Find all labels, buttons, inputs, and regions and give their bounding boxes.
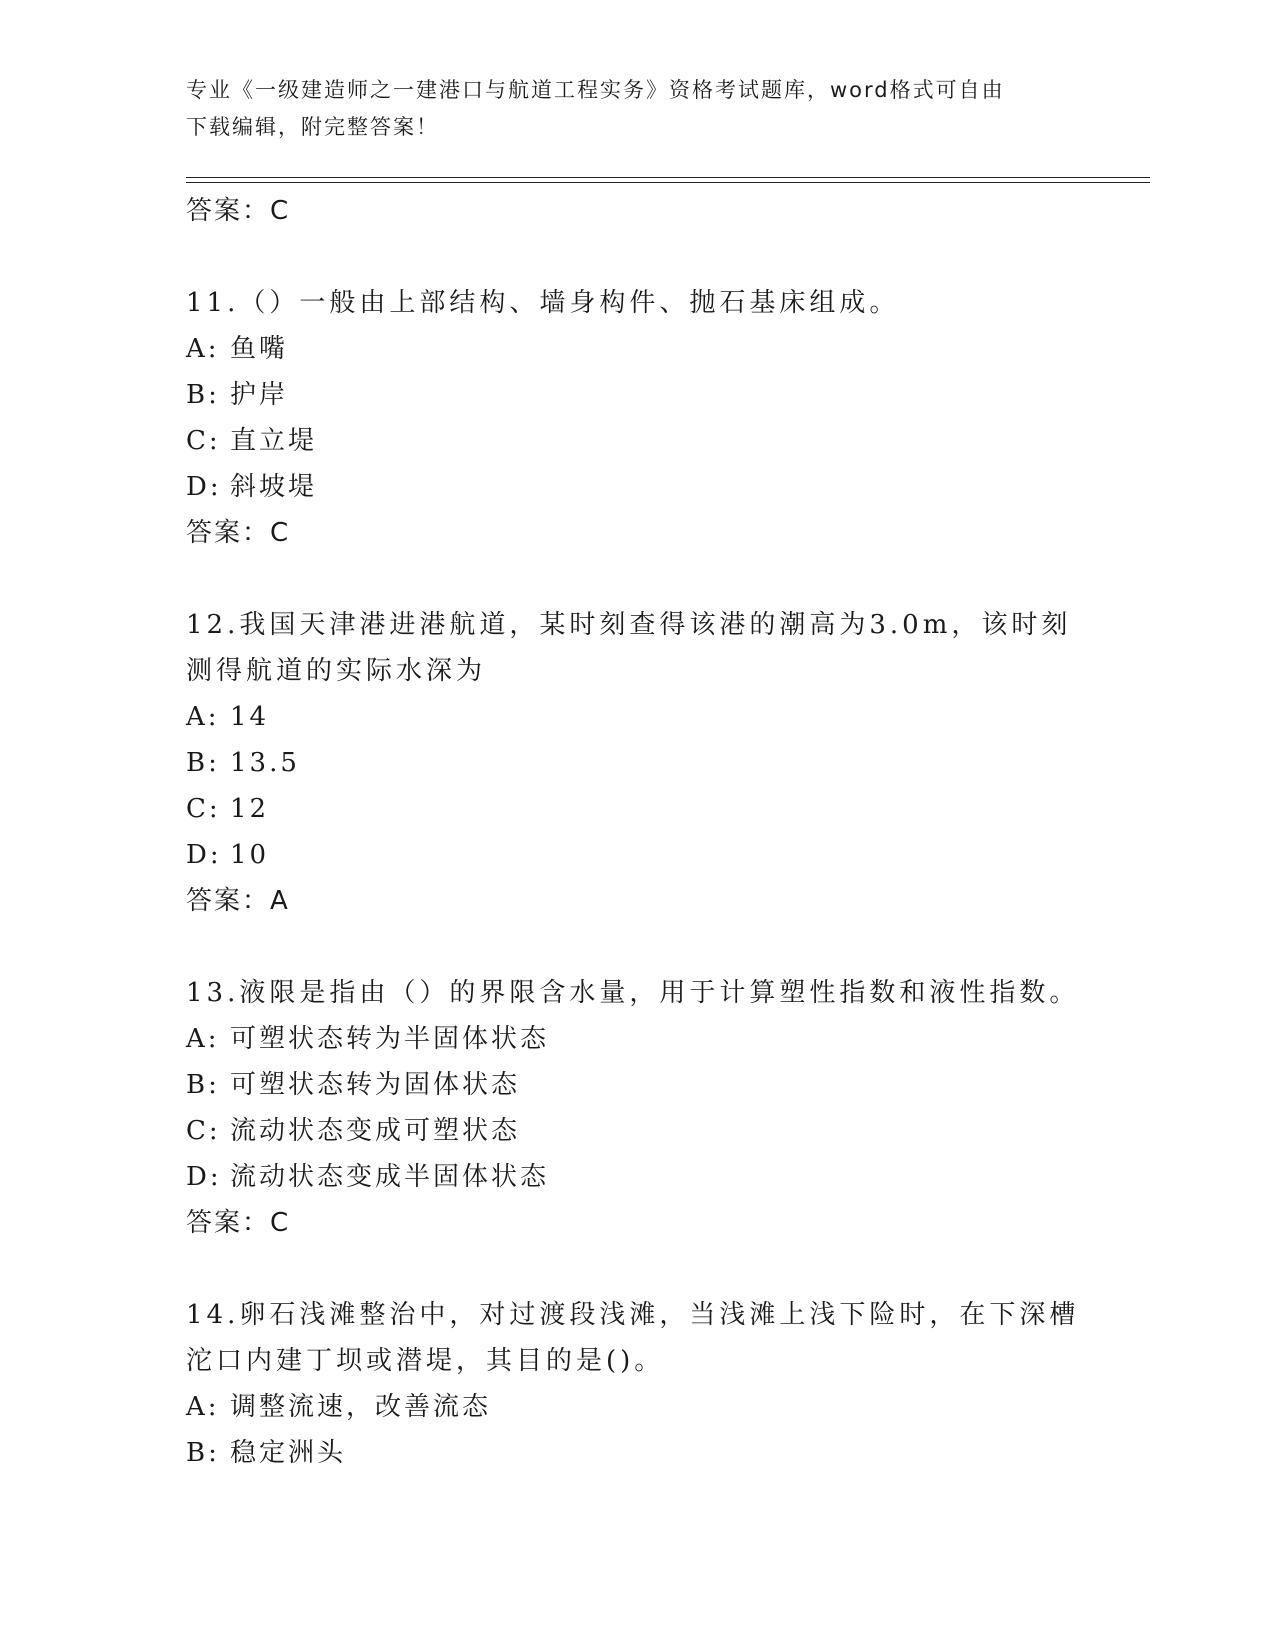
header-line-2: 下载编辑，附完整答案！ xyxy=(186,115,439,139)
option-c xyxy=(186,418,1086,464)
option-text: 可塑状态转为半固体状态 xyxy=(230,1024,550,1054)
option-text: 流动状态变成可塑状态 xyxy=(230,1116,521,1146)
question-text: 14.卵石浅滩整治中，对过渡段浅滩，当浅滩上浅下险时，在下深槽沱口内建丁坝或潜堤，其目的是()。 xyxy=(186,1300,1080,1376)
option-b xyxy=(186,1430,1086,1476)
option-text: 14 xyxy=(230,702,270,732)
option-key: A: xyxy=(186,1392,220,1422)
option-c xyxy=(186,786,1086,832)
option-text: 流动状态变成半固体状态 xyxy=(230,1162,550,1192)
option-key: D: xyxy=(186,472,222,502)
question-list xyxy=(186,188,1086,1476)
option-key: A: xyxy=(186,334,220,364)
option-a xyxy=(186,694,1086,740)
answer: 答案：C xyxy=(186,1208,291,1238)
option-key: C: xyxy=(186,1116,221,1146)
option-text: 10 xyxy=(230,840,270,870)
option-c xyxy=(186,1108,1086,1154)
option-b xyxy=(186,372,1086,418)
answer: 答案：C xyxy=(186,518,291,548)
option-text: 鱼嘴 xyxy=(230,334,289,364)
header-line-1: 专业《一级建造师之一建港口与航道工程实务》资格考试题库，word格式可自由 xyxy=(186,78,1005,102)
option-a xyxy=(186,326,1086,372)
question-13 xyxy=(186,970,1086,1246)
question-text: 12.我国天津港进港航道，某时刻查得该港的潮高为3.0m，该时刻测得航道的实际水深为 xyxy=(186,610,1072,686)
option-key: B: xyxy=(186,380,220,410)
option-b xyxy=(186,1062,1086,1108)
option-a xyxy=(186,1016,1086,1062)
option-key: B: xyxy=(186,748,220,778)
question-text: 13.液限是指由（）的界限含水量，用于计算塑性指数和液性指数。 xyxy=(186,978,1080,1008)
previous-answer: 答案：C xyxy=(186,196,291,226)
option-key: D: xyxy=(186,1162,222,1192)
option-text: 13.5 xyxy=(230,748,300,778)
option-a xyxy=(186,1384,1086,1430)
header-divider-bottom xyxy=(186,182,1150,183)
option-text: 直立堤 xyxy=(230,426,318,456)
option-key: B: xyxy=(186,1070,220,1100)
option-key: A: xyxy=(186,1024,220,1054)
option-d xyxy=(186,832,1086,878)
question-14 xyxy=(186,1292,1086,1476)
option-key: D: xyxy=(186,840,222,870)
option-text: 稳定洲头 xyxy=(230,1438,347,1468)
option-key: B: xyxy=(186,1438,220,1468)
option-d xyxy=(186,464,1086,510)
question-text: 11.（）一般由上部结构、墙身构件、抛石基床组成。 xyxy=(186,288,900,318)
option-key: C: xyxy=(186,794,221,824)
question-11 xyxy=(186,280,1086,556)
option-text: 调整流速，改善流态 xyxy=(230,1392,492,1422)
option-text: 斜坡堤 xyxy=(230,472,318,502)
option-text: 12 xyxy=(230,794,270,824)
option-text: 可塑状态转为固体状态 xyxy=(230,1070,521,1100)
question-12 xyxy=(186,602,1086,924)
option-text: 护岸 xyxy=(230,380,289,410)
option-b xyxy=(186,740,1086,786)
answer: 答案：A xyxy=(186,886,290,916)
option-key: A: xyxy=(186,702,220,732)
option-key: C: xyxy=(186,426,221,456)
document-header xyxy=(186,72,1086,146)
header-divider-top xyxy=(186,177,1150,178)
option-d xyxy=(186,1154,1086,1200)
